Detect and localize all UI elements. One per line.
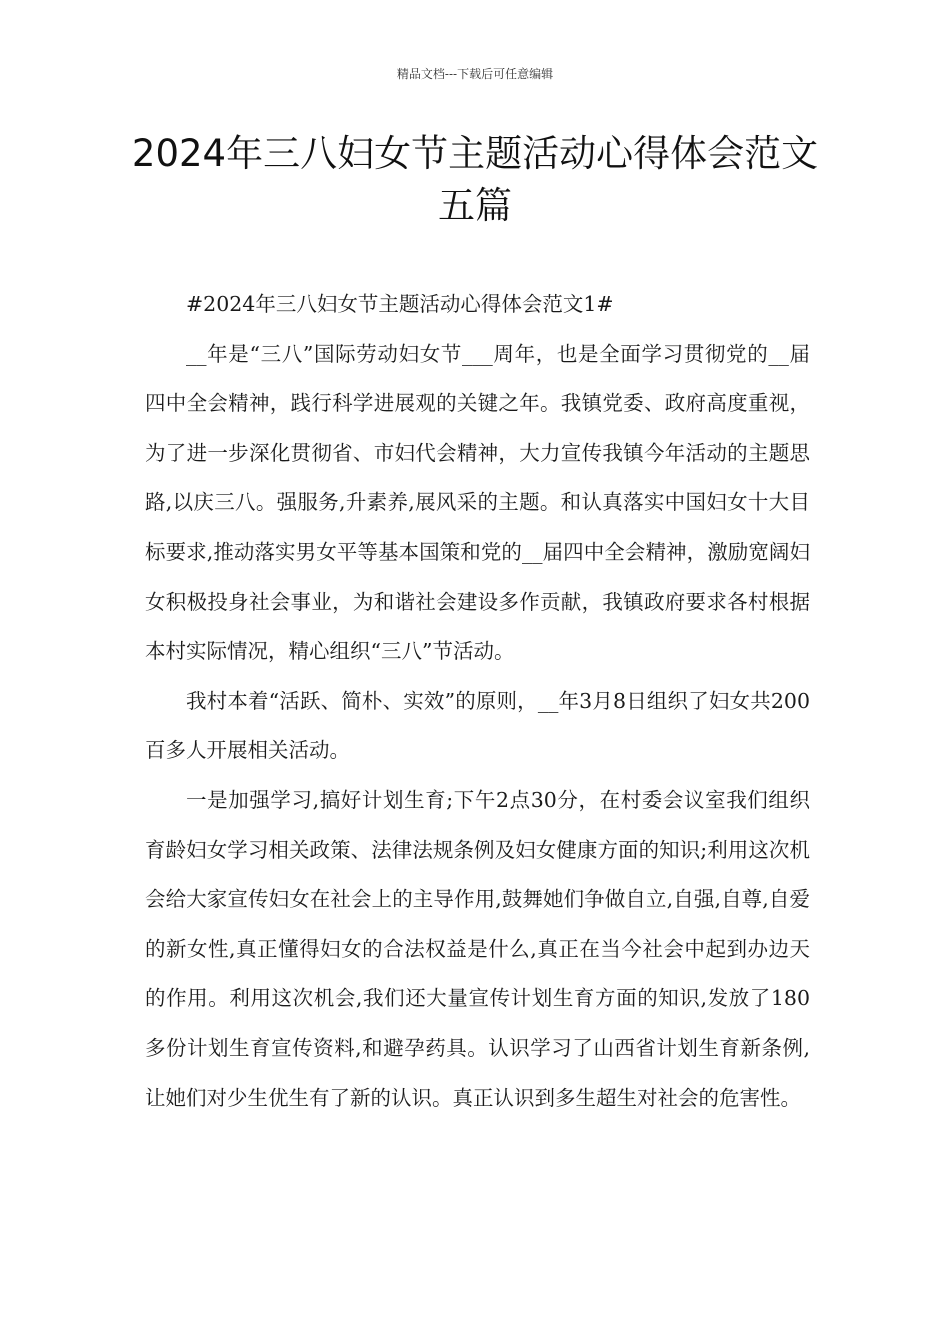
paragraph-1: __年是“三八”国际劳动妇女节___周年，也是全面学习贯彻党的__届四中全会精神，践行科学进展观的关键之年。我镇党委、政府高度重视，为了进一步深化贯彻省、市妇代会精神，大力宣传我镇今年活动的主题思路,以庆三八。强服务,升素养,展风采的主题。和认真落实中国妇女十大目标要求,推动落实男女平等基本国策和党的__届四中全会精神，激励宽阔妇女积极投身社会事业，为和谐社会建设多作贡献，我镇政府要求各村根据本村实际情况，精心组织“三八”节活动。 xyxy=(145,341,810,664)
page-header-note: 精品文档---下载后可任意编辑 xyxy=(396,67,554,81)
section-heading: #2024年三八妇女节主题活动心得体会范文1# xyxy=(186,292,614,316)
document-title: 2024年三八妇女节主题活动心得体会范文五篇 xyxy=(131,132,819,227)
paragraph-2: 我村本着“活跃、简朴、实效”的原则，__年3月8日组织了妇女共200百多人开展相关活动。 xyxy=(145,688,810,763)
document-body xyxy=(145,280,810,1123)
paragraph-3: 一是加强学习,搞好计划生育;下午2点30分，在村委会议室我们组织育龄妇女学习相关政策、法律法规条例及妇女健康方面的知识;利用这次机会给大家宣传妇女在社会上的主导作用,鼓舞她们争做自立,自强,自尊,自爱的新女性,真正懂得妇女的合法权益是什么,真正在当今社会中起到办边天的作用。利用这次机会,我们还大量宣传计划生育方面的知识,发放了180多份计划生育宣传资料,和避孕药具。认识学习了山西省计划生育新条例,让她们对少生优生有了新的认识。真正认识到多生超生对社会的危害性。 xyxy=(145,787,810,1110)
